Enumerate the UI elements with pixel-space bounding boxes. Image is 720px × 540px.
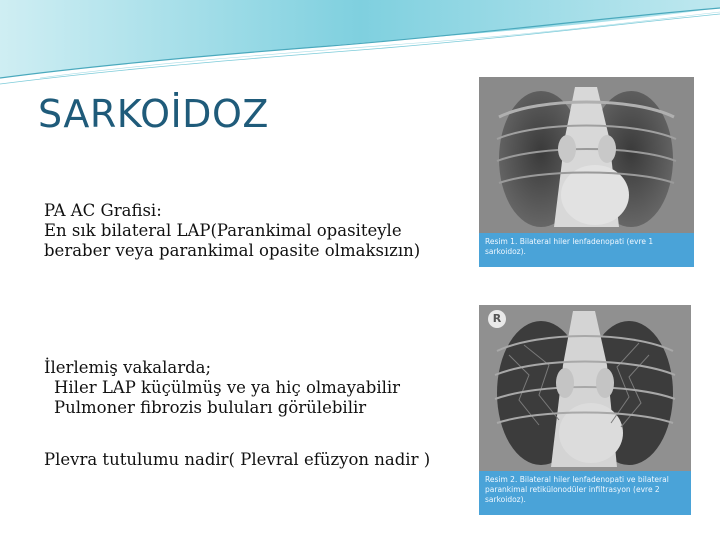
chest-xray-image-2 (479, 305, 691, 471)
chest-xray-image-1 (479, 77, 694, 233)
section3-line: Plevra tutulumu nadir( Plevral efüzyon nadir ) (44, 450, 431, 469)
section2-heading: İlerlemiş vakalarda; (44, 358, 212, 377)
section1-heading: PA AC Grafisi: (44, 201, 162, 220)
section-pa-ac-grafisi (44, 201, 474, 261)
section1-line-1: En sık bilateral LAP(Parankimal opasiteyle (44, 221, 402, 240)
section1-line-2: beraber veya parankimal opasite olmaksızın) (44, 241, 421, 260)
xray-figure-2 (479, 305, 691, 515)
section2-line-1: Hiler LAP küçülmüş ve ya hiç olmayabilir (54, 378, 401, 397)
section-pleura (44, 450, 474, 470)
section2-line-2: Pulmoner fibrozis buluları görülebilir (54, 398, 367, 417)
section-advanced-cases (44, 358, 474, 418)
r-marker-icon: R (488, 310, 506, 328)
xray-figure-1 (479, 77, 694, 267)
figure1-caption: Resim 1. Bilateral hiler lenfadenopati (evre 1 sarkoidoz). (479, 233, 694, 267)
figure2-caption: Resim 2. Bilateral hiler lenfadenopati ve bilateral parankimal retikülonodüler infiltrasyon (evre 2 sarkoidoz). (479, 471, 691, 515)
slide-title: SARKOİDOZ (38, 92, 269, 136)
